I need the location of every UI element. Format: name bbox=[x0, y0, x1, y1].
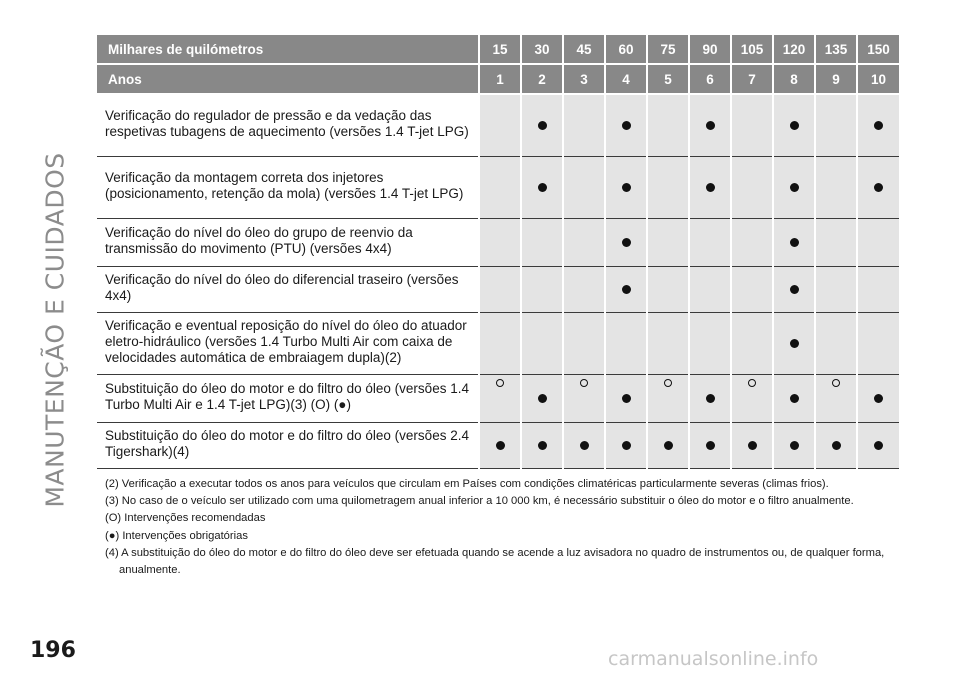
years-header-cell: 2 bbox=[521, 64, 563, 94]
schedule-cell bbox=[479, 218, 521, 266]
mandatory-dot-icon bbox=[538, 394, 547, 403]
mandatory-dot-icon bbox=[622, 121, 631, 130]
years-header-cell: 5 bbox=[647, 64, 689, 94]
schedule-cell bbox=[605, 422, 647, 468]
schedule-cell bbox=[521, 156, 563, 218]
km-header-cell: 135 bbox=[815, 35, 857, 64]
schedule-cell bbox=[773, 218, 815, 266]
schedule-cell bbox=[647, 156, 689, 218]
schedule-cell bbox=[521, 94, 563, 156]
years-header-cell: 6 bbox=[689, 64, 731, 94]
mandatory-dot-icon bbox=[664, 441, 673, 450]
schedule-cell bbox=[689, 422, 731, 468]
maintenance-schedule-table bbox=[97, 35, 899, 469]
schedule-cell bbox=[605, 312, 647, 374]
schedule-cell bbox=[689, 374, 731, 422]
footnote: (4) A substituição do óleo do motor e do filtro do óleo deve ser efetuada quando se acende a luz avisadora no quadro de instrumentos ou, de qualquer forma, bbox=[105, 546, 885, 559]
schedule-cell bbox=[563, 374, 605, 422]
schedule-cell bbox=[857, 156, 899, 218]
years-header-cell: 3 bbox=[563, 64, 605, 94]
schedule-cell bbox=[521, 422, 563, 468]
schedule-cell bbox=[605, 374, 647, 422]
schedule-cell bbox=[731, 266, 773, 312]
mandatory-dot-icon bbox=[790, 339, 799, 348]
schedule-row bbox=[97, 156, 899, 218]
schedule-cell bbox=[689, 266, 731, 312]
mandatory-dot-icon bbox=[622, 394, 631, 403]
mandatory-dot-icon bbox=[832, 441, 841, 450]
mandatory-dot-icon bbox=[706, 121, 715, 130]
schedule-cell bbox=[773, 312, 815, 374]
recommended-circle-icon bbox=[748, 379, 756, 387]
schedule-cell bbox=[563, 312, 605, 374]
schedule-cell bbox=[563, 156, 605, 218]
schedule-cell bbox=[521, 266, 563, 312]
recommended-circle-icon bbox=[580, 379, 588, 387]
mandatory-dot-icon bbox=[538, 121, 547, 130]
schedule-cell bbox=[773, 156, 815, 218]
schedule-cell bbox=[731, 374, 773, 422]
mandatory-dot-icon bbox=[706, 183, 715, 192]
schedule-cell bbox=[521, 312, 563, 374]
recommended-circle-icon bbox=[664, 379, 672, 387]
footnote: (O) Intervenções recomendadas bbox=[105, 512, 266, 525]
km-header-cell: 150 bbox=[857, 35, 899, 64]
schedule-row-description: Substituição do óleo do motor e do filtro do óleo (versões 1.4 Turbo Multi Air e 1.4 T-jet LPG)(3) (O) (●) bbox=[97, 374, 479, 422]
recommended-circle-icon bbox=[832, 379, 840, 387]
maintenance-table-body bbox=[97, 94, 899, 468]
schedule-cell bbox=[773, 422, 815, 468]
mandatory-dot-icon bbox=[874, 121, 883, 130]
schedule-cell bbox=[815, 156, 857, 218]
schedule-row-description: Verificação do regulador de pressão e da vedação das respetivas tubagens de aquecimento (versões 1.4 T-jet LPG) bbox=[97, 94, 479, 156]
km-header-label: Milhares de quilómetros bbox=[97, 35, 479, 64]
km-header-cell: 75 bbox=[647, 35, 689, 64]
schedule-cell bbox=[857, 312, 899, 374]
mandatory-dot-icon bbox=[580, 441, 589, 450]
recommended-circle-icon bbox=[496, 379, 504, 387]
schedule-cell bbox=[647, 218, 689, 266]
mandatory-dot-icon bbox=[622, 183, 631, 192]
side-section-title-text: MANUTENÇÃO E CUIDADOS bbox=[40, 152, 70, 508]
schedule-cell bbox=[773, 266, 815, 312]
km-header-cell: 105 bbox=[731, 35, 773, 64]
mandatory-dot-icon bbox=[622, 285, 631, 294]
schedule-cell bbox=[479, 374, 521, 422]
schedule-cell bbox=[815, 422, 857, 468]
years-header-label: Anos bbox=[97, 64, 479, 94]
years-header-cell: 1 bbox=[479, 64, 521, 94]
km-header-cell: 45 bbox=[563, 35, 605, 64]
mandatory-dot-icon bbox=[622, 238, 631, 247]
schedule-cell bbox=[605, 266, 647, 312]
schedule-cell bbox=[689, 312, 731, 374]
schedule-cell bbox=[731, 312, 773, 374]
schedule-cell bbox=[815, 94, 857, 156]
schedule-cell bbox=[815, 374, 857, 422]
mandatory-dot-icon bbox=[790, 285, 799, 294]
schedule-cell bbox=[731, 156, 773, 218]
schedule-cell bbox=[647, 422, 689, 468]
mandatory-dot-icon bbox=[706, 441, 715, 450]
years-header-cell: 10 bbox=[857, 64, 899, 94]
km-header-cell: 60 bbox=[605, 35, 647, 64]
schedule-cell bbox=[563, 218, 605, 266]
schedule-cell bbox=[815, 312, 857, 374]
schedule-cell bbox=[647, 374, 689, 422]
schedule-cell bbox=[731, 422, 773, 468]
mandatory-dot-icon bbox=[622, 441, 631, 450]
km-header-cell: 90 bbox=[689, 35, 731, 64]
schedule-cell bbox=[689, 156, 731, 218]
schedule-cell bbox=[689, 218, 731, 266]
schedule-cell bbox=[479, 422, 521, 468]
schedule-cell bbox=[857, 422, 899, 468]
schedule-cell bbox=[605, 156, 647, 218]
schedule-cell bbox=[479, 94, 521, 156]
schedule-cell bbox=[815, 218, 857, 266]
schedule-row bbox=[97, 374, 899, 422]
schedule-cell bbox=[563, 94, 605, 156]
mandatory-dot-icon bbox=[748, 441, 757, 450]
schedule-cell bbox=[857, 94, 899, 156]
schedule-cell bbox=[647, 94, 689, 156]
schedule-cell bbox=[647, 266, 689, 312]
mandatory-dot-icon bbox=[538, 441, 547, 450]
schedule-row bbox=[97, 266, 899, 312]
years-header-cell: 9 bbox=[815, 64, 857, 94]
mandatory-dot-icon bbox=[790, 238, 799, 247]
schedule-cell bbox=[857, 374, 899, 422]
schedule-row-description: Verificação do nível do óleo do grupo de reenvio da transmissão do movimento (PTU) (versões 4x4) bbox=[97, 218, 479, 266]
years-header-cell: 8 bbox=[773, 64, 815, 94]
schedule-cell bbox=[521, 218, 563, 266]
mandatory-dot-icon bbox=[874, 183, 883, 192]
years-header-row bbox=[97, 64, 899, 94]
mandatory-dot-icon bbox=[790, 441, 799, 450]
schedule-row-description: Substituição do óleo do motor e do filtro do óleo (versões 2.4 Tigershark)(4) bbox=[97, 422, 479, 468]
schedule-cell bbox=[647, 312, 689, 374]
years-header-cell: 4 bbox=[605, 64, 647, 94]
schedule-row bbox=[97, 94, 899, 156]
schedule-cell bbox=[857, 266, 899, 312]
schedule-cell bbox=[857, 218, 899, 266]
schedule-row bbox=[97, 218, 899, 266]
years-header-cell: 7 bbox=[731, 64, 773, 94]
schedule-cell bbox=[605, 218, 647, 266]
mandatory-dot-icon bbox=[496, 441, 505, 450]
km-header-cell: 30 bbox=[521, 35, 563, 64]
schedule-cell bbox=[815, 266, 857, 312]
mandatory-dot-icon bbox=[790, 183, 799, 192]
mandatory-dot-icon bbox=[790, 394, 799, 403]
schedule-cell bbox=[773, 94, 815, 156]
footnotes bbox=[105, 476, 895, 579]
schedule-cell bbox=[479, 266, 521, 312]
schedule-cell bbox=[605, 94, 647, 156]
footnote-continuation: anualmente. bbox=[119, 564, 181, 577]
footnote: (2) Verificação a executar todos os anos para veículos que circulam em Países com condições climatéricas particularmente severas (climas frios). bbox=[105, 478, 829, 490]
mandatory-dot-icon bbox=[874, 394, 883, 403]
km-header-cell: 15 bbox=[479, 35, 521, 64]
schedule-row-description: Verificação da montagem correta dos injetores (posicionamento, retenção da mola) (versões 1.4 T-jet LPG) bbox=[97, 156, 479, 218]
page-number: 196 bbox=[30, 638, 76, 663]
schedule-cell bbox=[479, 156, 521, 218]
mandatory-dot-icon bbox=[874, 441, 883, 450]
schedule-row-description: Verificação e eventual reposição do nível do óleo do atuador eletro-hidráulico (versões 1.4 Turbo Multi Air com caixa de velocidades automática de embraiagem dupla)(2) bbox=[97, 312, 479, 374]
mandatory-dot-icon bbox=[790, 121, 799, 130]
mandatory-dot-icon bbox=[538, 183, 547, 192]
schedule-cell bbox=[563, 422, 605, 468]
footnote: (3) No caso de o veículo ser utilizado com uma quilometragem anual inferior a 10 000 km, é necessário substituir o óleo do motor e o filtro anualmente. bbox=[105, 495, 854, 508]
schedule-cell bbox=[773, 374, 815, 422]
schedule-cell bbox=[563, 266, 605, 312]
schedule-cell bbox=[731, 218, 773, 266]
schedule-row bbox=[97, 422, 899, 468]
watermark: carmanualsonline.info bbox=[608, 648, 819, 670]
schedule-cell bbox=[731, 94, 773, 156]
schedule-cell bbox=[689, 94, 731, 156]
schedule-cell bbox=[479, 312, 521, 374]
mandatory-dot-icon bbox=[706, 394, 715, 403]
footnote: (●) Intervenções obrigatórias bbox=[105, 529, 248, 542]
schedule-cell bbox=[521, 374, 563, 422]
km-header-row bbox=[97, 35, 899, 64]
km-header-cell: 120 bbox=[773, 35, 815, 64]
schedule-row-description: Verificação do nível do óleo do diferencial traseiro (versões 4x4) bbox=[97, 266, 479, 312]
schedule-row bbox=[97, 312, 899, 374]
